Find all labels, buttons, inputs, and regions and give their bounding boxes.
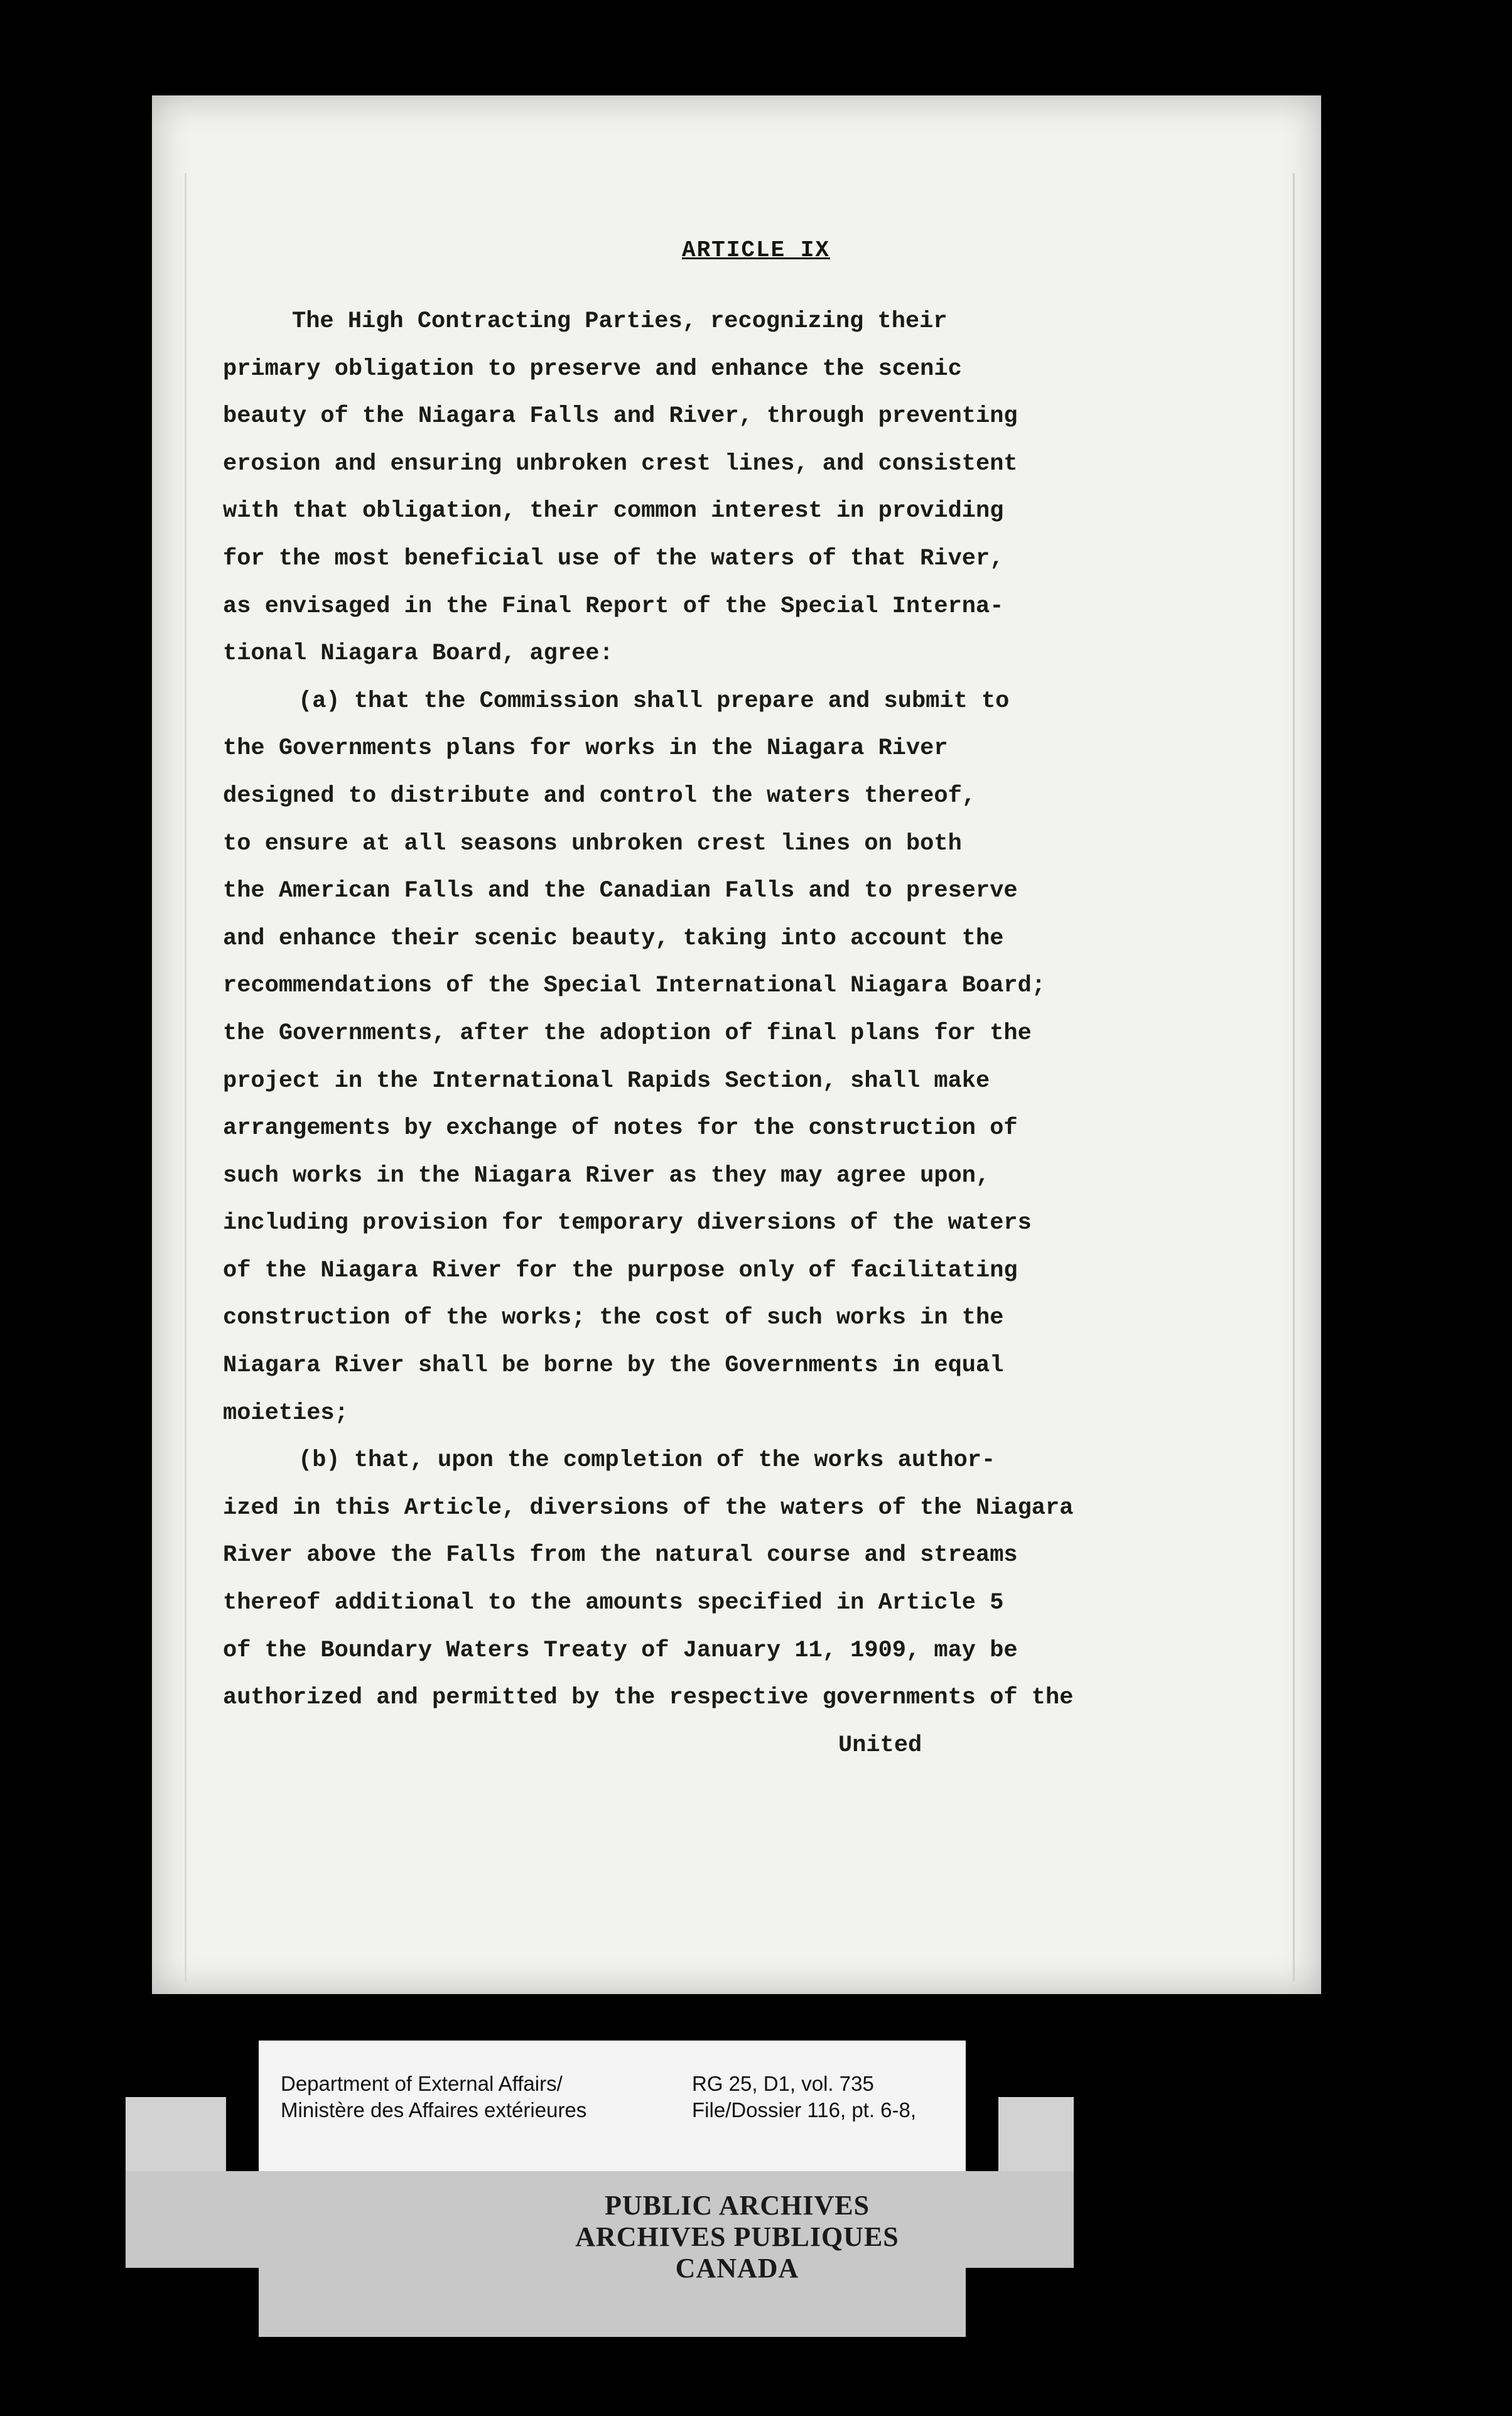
text-line: the Governments plans for works in the Niagara River xyxy=(223,735,948,762)
archive-reference xyxy=(692,2071,916,2123)
text-line: the Governments, after the adoption of final plans for the xyxy=(223,1020,1032,1047)
archives-stamp xyxy=(0,2190,1512,2284)
stamp-line: PUBLIC ARCHIVES xyxy=(604,2190,870,2221)
text-line: such works in the Niagara River as they may agree upon, xyxy=(223,1162,990,1189)
stamp-line: CANADA xyxy=(675,2253,799,2284)
text-line: (b) that, upon the completion of the works author- xyxy=(298,1447,996,1474)
text-line: Niagara River shall be borne by the Governments in equal xyxy=(223,1352,1004,1379)
text-line: ized in this Article, diversions of the waters of the Niagara xyxy=(223,1494,1074,1521)
stamp-tab xyxy=(998,2097,1074,2172)
text-line: the American Falls and the Canadian Falls and to preserve xyxy=(223,878,1018,905)
text-line: for the most beneficial use of the waters of that River, xyxy=(223,545,1004,572)
text-line: (a) that the Commission shall prepare and submit to xyxy=(298,688,1010,715)
department-en: Department of External Affairs/ xyxy=(281,2072,563,2095)
text-line: as envisaged in the Final Report of the Special Interna- xyxy=(223,593,1004,620)
text-line: thereof additional to the amounts specified in Article 5 xyxy=(223,1590,1004,1617)
text-line: moieties; xyxy=(223,1399,348,1426)
text-line: project in the International Rapids Section, shall make xyxy=(223,1067,990,1094)
text-line: River above the Falls from the natural course and streams xyxy=(223,1542,1018,1569)
text-line: tional Niagara Board, agree: xyxy=(223,640,613,667)
catchword: United xyxy=(838,1732,922,1759)
record-group: RG 25, D1, vol. 735 xyxy=(692,2072,874,2095)
text-line: beauty of the Niagara Falls and River, through preventing xyxy=(223,403,1018,430)
department-fr: Ministère des Affaires extérieures xyxy=(281,2098,587,2122)
stamp-line: ARCHIVES PUBLIQUES xyxy=(575,2221,899,2252)
text-line: and enhance their scenic beauty, taking into account the xyxy=(223,925,1004,952)
text-line: of the Niagara River for the purpose only of facilitating xyxy=(223,1257,1018,1284)
stamp-tab xyxy=(126,2097,226,2172)
text-line: to ensure at all seasons unbroken crest lines on both xyxy=(223,830,962,857)
text-line: with that obligation, their common interest in providing xyxy=(223,498,1004,525)
text-line: authorized and permitted by the respective governments of the xyxy=(223,1685,1074,1712)
text-line: of the Boundary Waters Treaty of January 11, 1909, may be xyxy=(223,1637,1018,1664)
text-line: including provision for temporary diversions of the waters xyxy=(223,1210,1032,1237)
article-body xyxy=(223,298,1253,1769)
archive-label xyxy=(259,2041,966,2171)
text-line: arrangements by exchange of notes for the construction of xyxy=(223,1115,1018,1142)
text-line: The High Contracting Parties, recognizing their xyxy=(292,308,948,335)
text-line: construction of the works; the cost of such works in the xyxy=(223,1305,1004,1332)
department-name xyxy=(281,2071,586,2123)
article-title: ARTICLE IX xyxy=(681,237,831,263)
text-line: designed to distribute and control the waters thereof, xyxy=(223,782,976,809)
file-number: File/Dossier 116, pt. 6-8, xyxy=(692,2098,917,2122)
text-line: primary obligation to preserve and enhance the scenic xyxy=(223,355,962,382)
text-line: recommendations of the Special International Niagara Board; xyxy=(223,973,1046,1000)
text-line: erosion and ensuring unbroken crest lines, and consistent xyxy=(223,450,1018,477)
